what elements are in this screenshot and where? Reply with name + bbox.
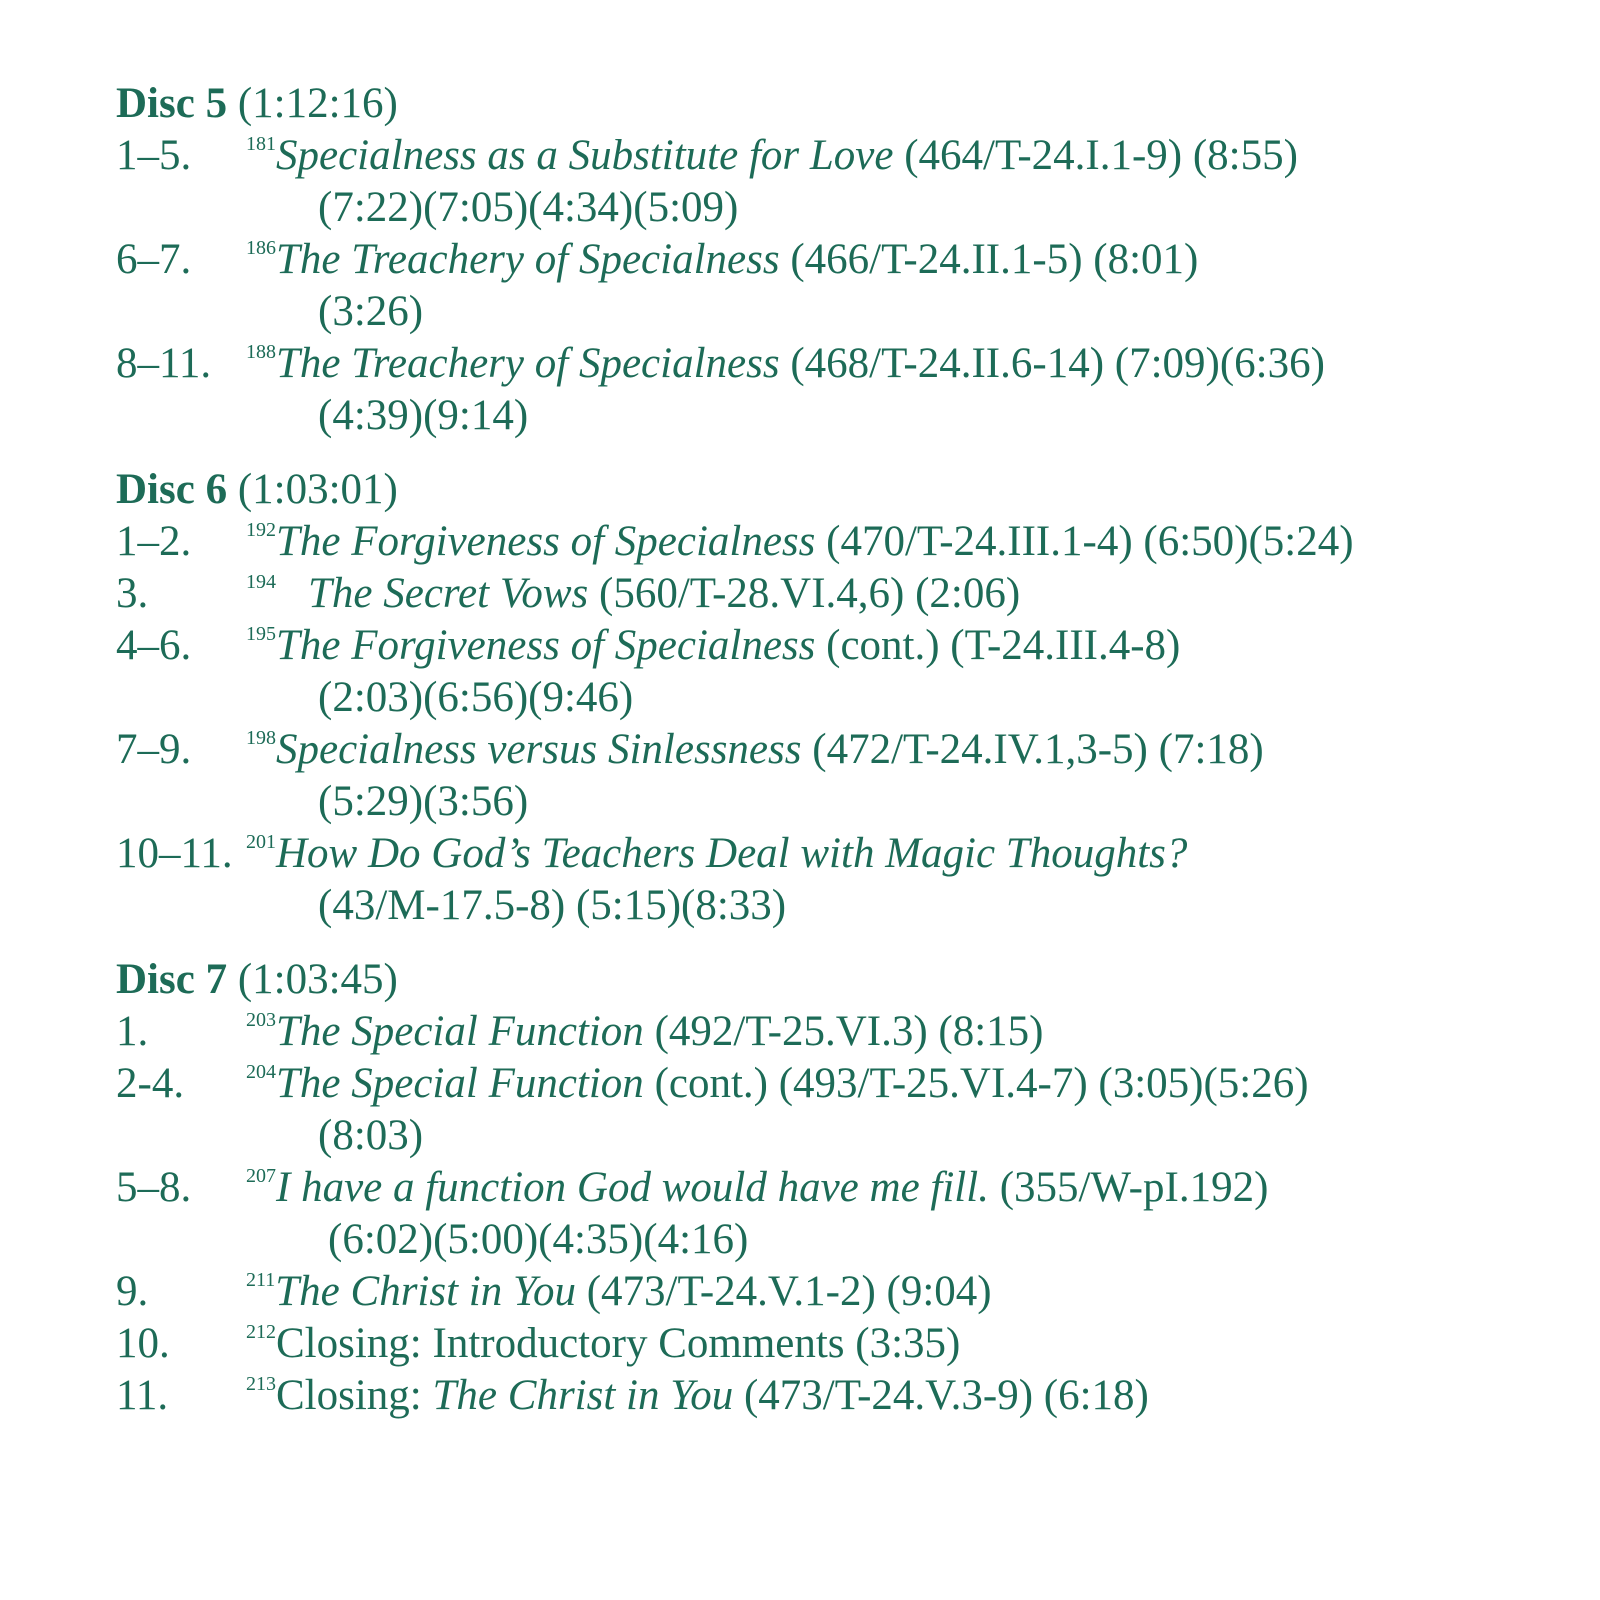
track-entry: [116, 1162, 1556, 1266]
track-number: 1–5.: [116, 132, 192, 179]
track-prefix: Closing:: [276, 1372, 433, 1419]
track-entry: [116, 828, 1556, 932]
page-reference: 203: [246, 1008, 276, 1031]
track-title: I have a function God would have me fill.: [276, 1164, 989, 1211]
track-details: (355/W-pI.192): [988, 1164, 1269, 1211]
track-number: 10.: [116, 1320, 170, 1367]
track-entry: [116, 1058, 1556, 1162]
disc-duration: (1:03:45): [237, 956, 398, 1003]
disc-duration: (1:12:16): [237, 80, 398, 127]
disc-label: Disc 7: [116, 956, 228, 1003]
track-title: The Christ in You: [275, 1268, 576, 1315]
page-reference: 198: [246, 726, 276, 749]
track-details: (464/T-24.I.1-9) (8:55): [893, 132, 1298, 179]
track-title: How Do God’s Teachers Deal with Magic Thoughts?: [276, 830, 1188, 877]
track-times: (2:03)(6:56)(9:46): [318, 674, 634, 721]
track-title: The Christ in You: [432, 1372, 734, 1419]
track-entry: [116, 234, 1556, 338]
track-times: (5:29)(3:56): [318, 778, 529, 825]
track-entry: [116, 1266, 1556, 1318]
track-entry: [116, 1006, 1556, 1058]
track-listing: [116, 78, 1556, 1422]
disc-label: Disc 6: [116, 466, 228, 513]
track-details: (470/T-24.III.1-4) (6:50)(5:24): [815, 518, 1354, 565]
track-times: (3:26): [318, 288, 424, 335]
track-number: 9.: [116, 1268, 149, 1315]
track-entry: [116, 724, 1556, 828]
track-details: (473/T-24.V.1-2) (9:04): [575, 1268, 992, 1315]
page-reference: 207: [246, 1164, 276, 1187]
page-reference: 211: [246, 1268, 276, 1291]
track-prefix: Closing: Introductory Comments (3:35): [276, 1320, 961, 1367]
track-details: (472/T-24.IV.1,3-5) (7:18): [801, 726, 1264, 773]
disc-duration: (1:03:01): [237, 466, 398, 513]
page-reference: 192: [246, 518, 276, 541]
track-entry: [116, 568, 1556, 620]
track-details: (560/T-28.VI.4,6) (2:06): [588, 570, 1021, 617]
track-number: 4–6.: [116, 622, 192, 669]
track-title: Specialness versus Sinlessness: [276, 726, 802, 773]
track-title: The Special Function: [276, 1060, 644, 1107]
track-times: (8:03): [318, 1112, 424, 1159]
track-title: The Secret Vows: [308, 570, 589, 617]
disc-heading: [116, 954, 1556, 1006]
track-number: 6–7.: [116, 236, 192, 283]
track-title: The Treachery of Specialness: [276, 340, 780, 387]
track-number: 1.: [116, 1008, 149, 1055]
page-reference: 213: [246, 1372, 276, 1395]
track-details: (468/T-24.II.6-14) (7:09)(6:36): [779, 340, 1325, 387]
track-times: (43/M-17.5-8) (5:15)(8:33): [318, 882, 787, 929]
track-details: (466/T-24.II.1-5) (8:01): [779, 236, 1199, 283]
track-entry: [116, 1370, 1556, 1422]
track-number: 7–9.: [116, 726, 192, 773]
disc-heading: [116, 464, 1556, 516]
track-details: (473/T-24.V.3-9) (6:18): [733, 1372, 1149, 1419]
page-reference: 188: [246, 340, 276, 363]
track-title: The Forgiveness of Specialness: [276, 518, 816, 565]
page-reference: 201: [246, 830, 276, 853]
page-reference: 181: [246, 132, 276, 155]
track-details: (cont.) (493/T-25.VI.4-7) (3:05)(5:26): [643, 1060, 1309, 1107]
page-reference: 186: [246, 236, 276, 259]
track-entry: [116, 130, 1556, 234]
track-entry: [116, 1318, 1556, 1370]
track-title: The Treachery of Specialness: [276, 236, 780, 283]
disc-heading: [116, 78, 1556, 130]
track-entry: [116, 338, 1556, 442]
page-reference: 204: [246, 1060, 276, 1083]
track-title: The Forgiveness of Specialness: [276, 622, 816, 669]
page-reference: 195: [246, 622, 276, 645]
track-number: 8–11.: [116, 340, 212, 387]
track-entry: [116, 516, 1556, 568]
track-number: 11.: [116, 1372, 169, 1419]
track-title: The Special Function: [276, 1008, 644, 1055]
track-title: Specialness as a Substitute for Love: [276, 132, 894, 179]
track-details: (492/T-25.VI.3) (8:15): [643, 1008, 1044, 1055]
track-number: 3.: [116, 570, 149, 617]
disc-label: Disc 5: [116, 80, 228, 127]
track-times: (7:22)(7:05)(4:34)(5:09): [318, 184, 739, 231]
track-entry: [116, 620, 1556, 724]
page-reference: 194: [246, 570, 276, 593]
track-number: 2-4.: [116, 1060, 185, 1107]
track-times: (6:02)(5:00)(4:35)(4:16): [328, 1216, 749, 1263]
page-reference: 212: [246, 1320, 276, 1343]
track-details: (cont.) (T-24.III.4-8): [815, 622, 1181, 669]
track-times: (4:39)(9:14): [318, 392, 529, 439]
track-number: 5–8.: [116, 1164, 192, 1211]
track-number: 10–11.: [116, 830, 233, 877]
track-number: 1–2.: [116, 518, 192, 565]
